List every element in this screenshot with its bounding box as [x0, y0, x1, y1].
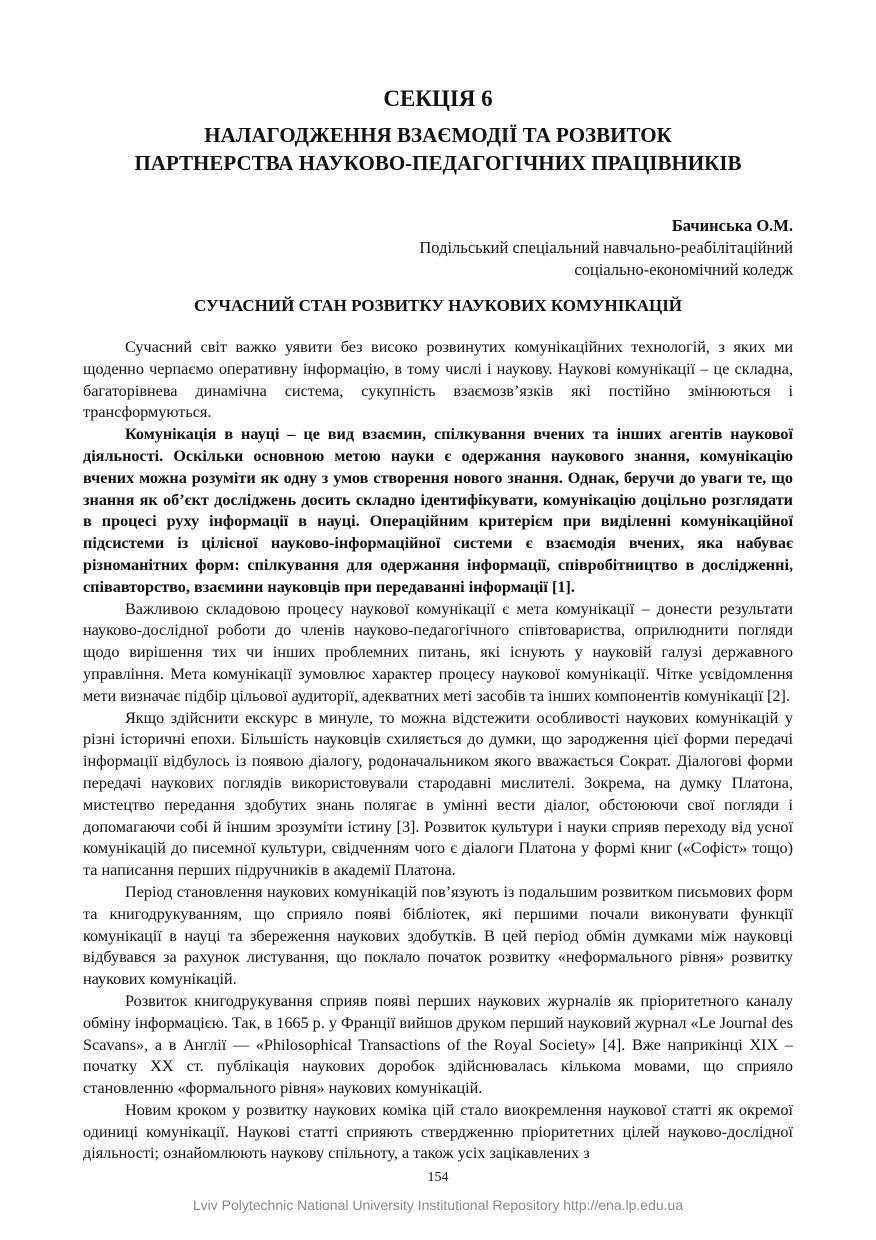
section-title: [83, 121, 793, 177]
section-label: СЕКЦІЯ 6: [383, 86, 493, 111]
section-title-line-1: НАЛАГОДЖЕННЯ ВЗАЄМОДІЇ ТА РОЗВИТОК: [204, 123, 672, 147]
author-block: [293, 215, 793, 281]
section-title-line-2: ПАРТНЕРСТВА НАУКОВО-ПЕДАГОГІЧНИХ ПРАЦІВНИКІВ: [134, 151, 742, 175]
author-affiliation-line-2: соціально-економічний коледж: [574, 260, 793, 279]
paragraph-journals: Розвиток книгодрукування сприяв появі перших наукових журналів як пріоритетного каналу обміну інформацією. Так, в 1665 р. у Франції вийшов друком перший науковий журнал «Le Journal des Scavans», а в Англії — «Philosophical Transactions of the Royal Society» [4]. Вже наприкінці XIX – початку XX ст. публікація наукових доробок здійснювалась кількома мовами, що сприяло становленню «формального рівня» наукових комунікацій.: [83, 991, 793, 1098]
paragraph-intro: Сучасний світ важко уявити без високо розвинутих комунікаційних технологій, з яких ми щоденно черпаємо оперативну інформацію, в тому числі і наукову. Наукові комунікації – це складна, багаторівнева динамічна система, сукупність взаємозв’язків які постійно змінюються і трансформуються.: [83, 338, 793, 422]
author-affiliation-line-1: Подільський спеціальний навчально-реабілітаційний: [419, 238, 793, 257]
paragraph-formation: Період становлення наукових комунікацій пов’язують із подальшим розвитком письмових форм та книгодрукуванням, що сприяло появі бібліотек, які першими почали виконувати функції комунікації в науці та збереження наукових здобутків. В цей період обмін думками між науковці відбувався за рахунок листування, що поклало початок розвитку «неформального рівня» розвитку наукових комунікацій.: [83, 882, 793, 989]
paragraph-goal: Важливою складовою процесу наукової комунікації є мета комунікації – донести результати науково-дослідної роботи до членів науково-педагогічного співтовариства, оприлюднити погляди щодо вирішення тих чи інших проблемних питань, які існують у науковій галузі державного управління. Мета комунікації зумовлює характер процесу наукової комунікації. Чітке усвідомлення мети визначає підбір цільової аудиторії, адекватних меті засобів та інших компонентів комунікації [2].: [83, 599, 793, 705]
repository-watermark: Lviv Polytechnic National University Institutional Repository http://ena.lp.edu.ua: [192, 1197, 684, 1213]
page-number: 154: [427, 1170, 449, 1185]
author-name: Бачинська О.М.: [671, 216, 793, 235]
paragraph-history: Якщо здійснити екскурс в минуле, то можна відстежити особливості наукових комунікацій у різні історичні епохи. Більшість науковців схиляється до думки, що зародження цієї форми передачі інформації відбулось із появою діалогу, родоначальником якого вважається Сократ. Діалогові форми передачі наукових поглядів використовували стародавні мислителі. Зокрема, на думку Платона, мистецтво передання здобутих знань полягає в умінні вести діалог, обстоюючи свої погляди і допомагаючи собі й іншим зрозуміти істину [3]. Розвиток культури і науки сприяв переходу від усної комунікацій до писемної культури, свідченням чого є діалоги Платона у формі книг («Софіст» тощо) та написання перших підручників в академії Платона.: [83, 708, 793, 880]
paragraph-articles: Новим кроком у розвитку наукових коміка цій стало виокремлення наукової статті як окремої одиниці комунікації. Наукові статті сприяють ствердженню пріоритетних цілей науково-дослідної діяльності; ознайомлюють наукову спільноту, а також усіх зацікавлених з: [83, 1100, 793, 1163]
paragraph-definition: Комунікація в науці – це вид взаємин, спілкування вчених та інших агентів наукової діяльності. Оскільки основною метою науки є одержання наукового знання, комунікацію вчених можна розуміти як одну з умов створення нового знання. Однак, беручи до уваги те, що знання як об’єкт досліджень досить складно ідентифікувати, комунікацію доцільно розглядати в процесі руху інформації в науці. Операційним критерієм при виділенні комунікаційної підсистеми із цілісної науково-інформаційної системи є взаємодія вчених, яка набуває різноманітних форм: спілкування для одержання інформації, співробітництво в дослідженні, співавторство, взаємини науковців при передаванні інформації [1].: [83, 425, 793, 596]
article-title: СУЧАСНИЙ СТАН РОЗВИТКУ НАУКОВИХ КОМУНІКАЦІЙ: [193, 296, 683, 315]
article-body: [83, 337, 793, 1165]
